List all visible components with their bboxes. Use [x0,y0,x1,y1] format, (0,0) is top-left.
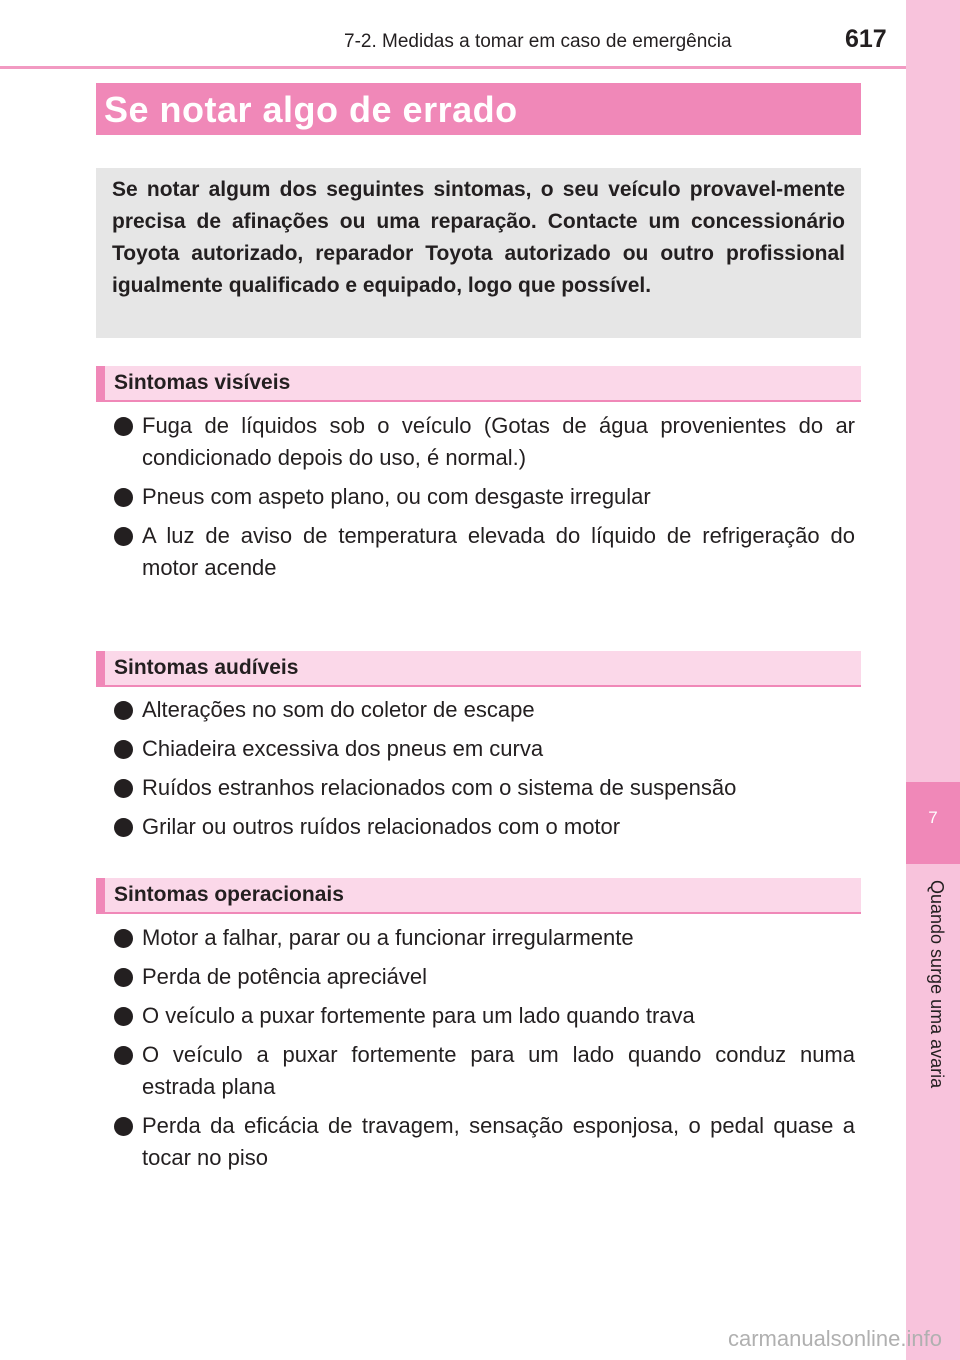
symptom-list-operational [114,922,855,1181]
intro-text: Se notar algum dos seguintes sintomas, o seu veículo provavel-mente precisa de afinações ou uma reparação. Contacte um concessionário Toyota autorizado, reparador Toyota autorizado ou outro profissional igualmente qualificado e equipado, logo que possível. [112,178,845,297]
section-heading-label: Sintomas audíveis [114,656,299,679]
list-item [114,922,855,954]
list-item-text: Fuga de líquidos sob o veículo (Gotas de água provenientes do ar condicionado depois do uso, é normal.) [142,413,855,470]
list-item-text: Chiadeira excessiva dos pneus em curva [142,736,544,761]
page-header [0,0,906,69]
list-item-text: A luz de aviso de temperatura elevada do líquido de refrigeração do motor acende [142,523,855,580]
list-item [114,520,855,584]
list-item-text: Ruídos estranhos relacionados com o sistema de suspensão [142,775,737,800]
section-heading-operational [96,878,861,914]
list-item [114,772,855,804]
list-item [114,733,855,765]
chapter-number: 7 [928,808,938,827]
list-item-text: Alterações no som do coletor de escape [142,697,535,722]
bullet-icon [114,968,133,987]
section-heading-label: Sintomas visíveis [114,371,291,394]
list-item [114,694,855,726]
footer-watermark: carmanualsonline.info [727,1326,942,1351]
list-item-text: O veículo a puxar fortemente para um lado quando conduz numa estrada plana [142,1042,855,1099]
page-number: 617 [845,25,887,53]
list-item [114,410,855,474]
bullet-icon [114,1046,133,1065]
symptom-list-visible [114,410,855,591]
symptom-list-audible [114,694,855,850]
bullet-icon [114,779,133,798]
list-item-text: O veículo a puxar fortemente para um lado quando trava [142,1003,695,1028]
list-item [114,481,855,513]
chapter-title: Quando surge uma avaria [927,880,947,1089]
page-title: Se notar algo de errado [104,89,518,130]
bullet-icon [114,929,133,948]
list-item [114,961,855,993]
bullet-icon [114,1007,133,1026]
section-heading-visible [96,366,861,402]
intro-box [96,168,861,338]
section-reference: 7-2. Medidas a tomar em caso de emergência [344,31,732,52]
list-item [114,1039,855,1103]
bullet-icon [114,527,133,546]
list-item [114,811,855,843]
bullet-icon [114,701,133,720]
chapter-side-tab [906,0,960,1360]
bullet-icon [114,740,133,759]
section-heading-audible [96,651,861,687]
list-item [114,1110,855,1174]
list-item-text: Perda de potência apreciável [142,964,427,989]
list-item-text: Grilar ou outros ruídos relacionados com o motor [142,814,621,839]
bullet-icon [114,488,133,507]
list-item [114,1000,855,1032]
bullet-icon [114,1117,133,1136]
list-item-text: Motor a falhar, parar ou a funcionar irregularmente [142,925,634,950]
chapter-marker [906,782,960,864]
bullet-icon [114,417,133,436]
bullet-icon [114,818,133,837]
list-item-text: Perda da eficácia de travagem, sensação esponjosa, o pedal quase a tocar no piso [142,1113,855,1170]
title-bar [96,83,861,135]
section-heading-label: Sintomas operacionais [114,883,344,906]
list-item-text: Pneus com aspeto plano, ou com desgaste irregular [142,484,651,509]
